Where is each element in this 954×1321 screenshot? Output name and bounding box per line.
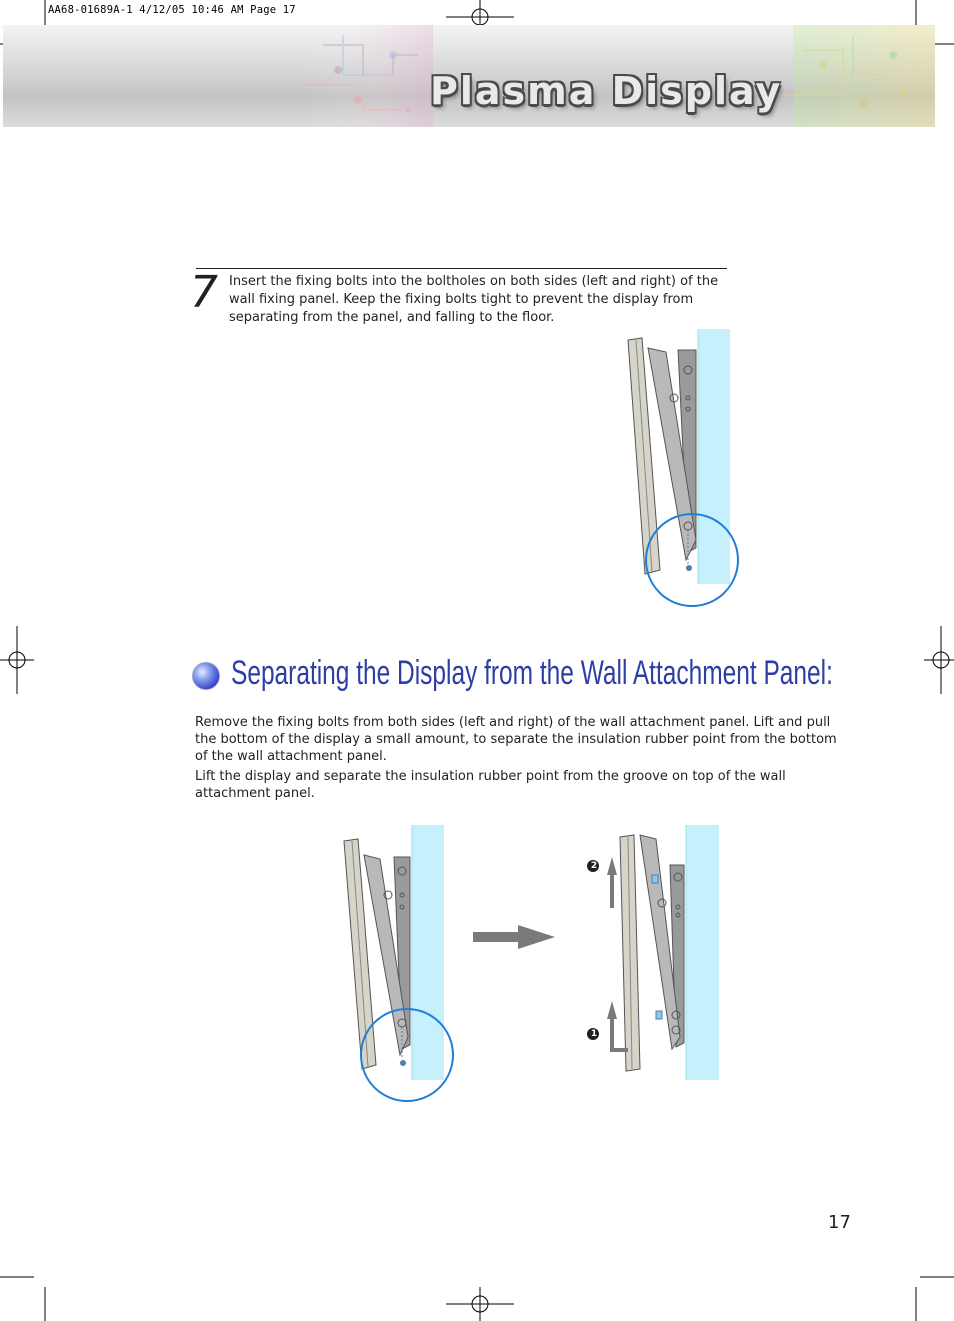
step-text: Insert the fixing bolts into the boltholes on both sides (left and right) of the wall fixing panel. Keep the fixing bolts tight to prevent the display from separating from the panel, and falling to the floor. [229, 274, 719, 325]
arrow-right-icon [470, 922, 560, 952]
step-divider [196, 268, 727, 269]
section-bullet-icon [192, 662, 220, 690]
figure-remove-bolts [330, 815, 460, 1105]
step-one-label: 1 [590, 1029, 598, 1039]
step-number: 7 [190, 267, 218, 318]
step-two-label: 2 [590, 861, 598, 871]
section-paragraph-1: Remove the fixing bolts from both sides (left and right) of the wall attachment panel. Lift and pull the bottom of the display a small amount, to separate the insulation rubber point from the bottom of the wall attachment panel. [195, 715, 837, 764]
print-slug: AA68-01689A-1 4/12/05 10:46 AM Page 17 [48, 4, 296, 16]
page-number: 17 [828, 1212, 851, 1233]
section-title: Separating the Display from the Wall Attachment Panel: [231, 654, 833, 692]
figure-lift-display [580, 815, 730, 1105]
figure-fixing-bolt [600, 320, 800, 620]
banner-title: Plasma Display [430, 69, 783, 113]
section-paragraph-2: Lift the display and separate the insulation rubber point from the groove on top of the wall attachment panel. [195, 769, 786, 801]
